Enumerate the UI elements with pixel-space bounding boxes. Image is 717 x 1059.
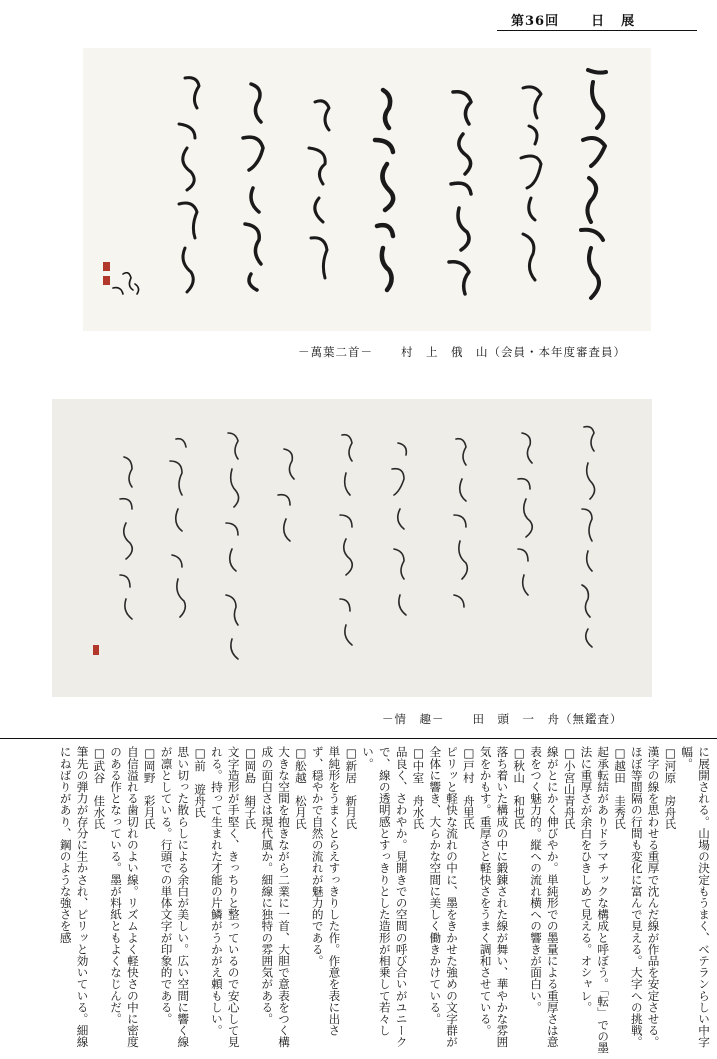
commentary-text: 思い切った散らしによる余白が美しい。広い空間に響く線が凛としている。行頭での単体文字が印象的である。 — [159, 746, 191, 1048]
commentary-text: 落ち着いた構成の中に鍛錬された線が舞い、華やかな雰囲気をかもす。重厚さと軽快さをうまく調和させている。 — [478, 746, 510, 1048]
artwork-1-caption — [298, 344, 626, 360]
calligraphy-artwork-1 — [83, 48, 651, 331]
artist-heading: □新居 新月氏 — [344, 746, 359, 830]
page-header — [497, 8, 697, 31]
artist-heading: □河原 房舟氏 — [663, 746, 678, 830]
review-commentary — [4, 746, 712, 1054]
commentary-text: に展開される。山場の決定もうまく、ベテランらしい中字幅。 — [680, 746, 711, 1048]
seal-stamp-1 — [103, 262, 110, 271]
calligraphy-brushwork-2 — [52, 399, 652, 697]
artist-heading: □秋山 和也氏 — [512, 746, 527, 830]
artwork-1-title: －萬葉二首－ — [298, 345, 373, 359]
commentary-text: 単純形をうまくとらえすっきりした作。作意を表に出さず、穏やかで自然の流れが魅力的である。 — [310, 746, 342, 1036]
calligraphy-brushwork-1 — [83, 48, 651, 331]
commentary-text: 文字造形が手堅く、きっちりと整っているので安心して見れる。持って生まれた才能の片鱗がうかがえ頼もしい。 — [209, 746, 241, 1048]
artist-heading: □中室 舟水氏 — [411, 746, 426, 830]
seal-stamp-2 — [103, 276, 110, 285]
artwork-2-note: （無鑑査） — [560, 712, 623, 726]
artist-heading: □武谷 佳水氏 — [92, 746, 107, 830]
section-divider — [0, 738, 717, 739]
artwork-2-title: －情 趣－ — [382, 712, 445, 726]
commentary-text: 大きな空間を抱きながら二業に一首、大胆で意表をつく構成の面白さは現代風か。細線に独特の雰囲気がある。 — [260, 746, 292, 1048]
artist-heading: □岡島 絹子氏 — [243, 746, 258, 830]
artwork-1-artist: 村 上 俄 山 — [401, 345, 489, 359]
artwork-1-note: （会員・本年度審査員） — [488, 345, 626, 359]
commentary-text: 漢字の線を思わせる重厚で沈んだ線が作品を安定させる。ほぼ等間隔の行間も変化に富んで見える。大字への挑戦。 — [629, 746, 661, 1048]
commentary-text: ピリッと軽快な流れの中に、墨をきかせた強めの文字群が全体に響き、大らかな空間に美しく働きかけている。 — [428, 746, 460, 1048]
artist-heading: □岡野 彩月氏 — [142, 746, 157, 830]
commentary-text: 起承転結がありドラマチックな構成と呼ぼう。「転」での墨法に重厚さが余白をひきしめて見える。オシャレ。 — [579, 746, 611, 1054]
artist-heading: □小宮山青舟氏 — [562, 746, 577, 830]
commentary-text: 線がとにかく伸びやか。単純形での墨量による重厚さは意表をつく魅力的。縦への流れ横への響きが面白い。 — [529, 746, 560, 1048]
exhibition-name-char-1: 日 — [591, 13, 606, 29]
artist-heading: □戸村 舟里氏 — [461, 746, 476, 830]
seal-stamp-3 — [93, 645, 99, 655]
artist-heading: □越田 圭秀氏 — [613, 746, 628, 830]
commentary-text: 自信溢れる歯切れのよい線。リズムよく軽快さの中に密度のある作となっている。墨が料紙ともよくなじんだ。 — [109, 746, 140, 1048]
exhibition-name-char-2: 展 — [621, 13, 636, 29]
artist-heading: □前 遊舟氏 — [193, 746, 208, 818]
artwork-2-caption — [382, 711, 623, 727]
artist-heading: □舩越 松月氏 — [293, 746, 308, 830]
exhibition-number: 第36回 — [511, 13, 560, 29]
commentary-text: 品良く、さわやか。見開きでの空間の呼び合いがユニークで、線の透明感とすっきりとした造形が相乗して若々しい。 — [361, 746, 409, 1048]
calligraphy-artwork-2 — [52, 399, 652, 697]
artwork-2-artist: 田 頭 一 舟 — [472, 712, 560, 726]
commentary-text: 筆先の弾力が存分に生かされ、ピリッと効いている。細線にねばりがあり、鋼のような強さを感 — [58, 746, 90, 1048]
